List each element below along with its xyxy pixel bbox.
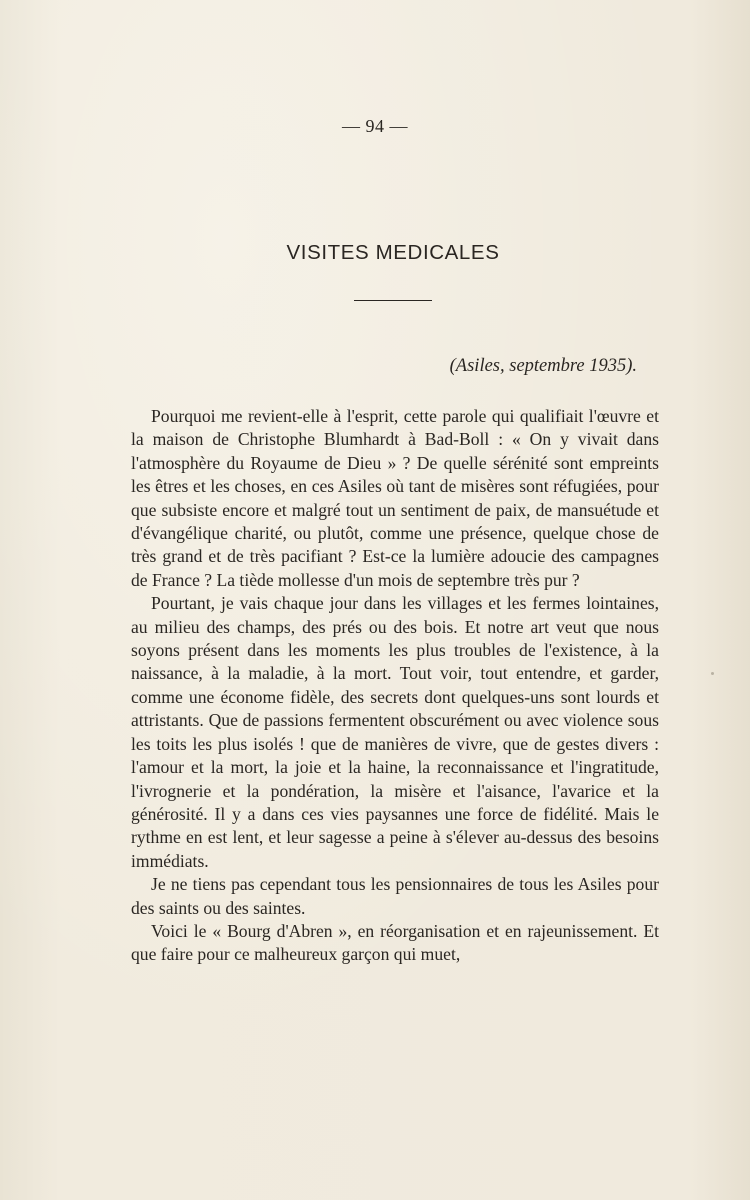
body-text	[131, 405, 659, 967]
dateline: (Asiles, septembre 1935).	[449, 356, 637, 376]
paper-speck	[711, 672, 714, 675]
chapter-title: VISITES MEDICALES	[286, 241, 500, 264]
paragraph: Pourtant, je vais chaque jour dans les villages et les fermes lointaines, au milieu des champs, des prés ou des bois. Et notre art veut que nous soyons présent dans les moments les plus troubles de l'existence, à la naissance, à la maladie, à la mort. Tout voir, tout entendre, et garder, comme une économe fidèle, des secrets dont quelques-uns sont lourds et attristants. Que de passions fermentent obscurément ou avec violence sous les toits les plus isolés ! que de manières de vivre, que de gestes divers : l'amour et la mort, la joie et la haine, la reconnaissance et l'ingratitude, l'ivrognerie et la pondération, la misère et l'aisance, l'avarice et la générosité. Il y a dans ces vies paysannes une force de fidélité. Mais le rythme en est lent, et leur sagesse a peine à s'élever au-dessus des besoins immédiats.	[131, 593, 659, 871]
paragraph: Voici le « Bourg d'Abren », en réorganisation et en rajeunissement. Et que faire pour ce malheureux garçon qui muet,	[131, 920, 659, 965]
paragraph: Pourquoi me revient-elle à l'esprit, cette parole qui qualifiait l'œuvre et la maison de Christophe Blumhardt à Bad-Boll : « On y vivait dans l'atmosphère du Royaume de Dieu » ? De quelle sérénité sont empreints les êtres et les choses, en ces Asiles où tant de misères sont réfugiées, pour que subsiste encore et malgré tout un sentiment de paix, de mansuétude et d'évangélique charité, ou plutôt, comme une présence, quelque chose de très grand et de très pacifiant ? Est-ce la lumière adoucie des campagnes de France ? La tiède mollesse d'un mois de septembre très pur ?	[131, 406, 659, 590]
paragraph: Je ne tiens pas cependant tous les pensionnaires de tous les Asiles pour des saints ou des saintes.	[131, 874, 659, 918]
page-number: — 94 —	[342, 116, 408, 136]
title-divider	[354, 300, 432, 301]
